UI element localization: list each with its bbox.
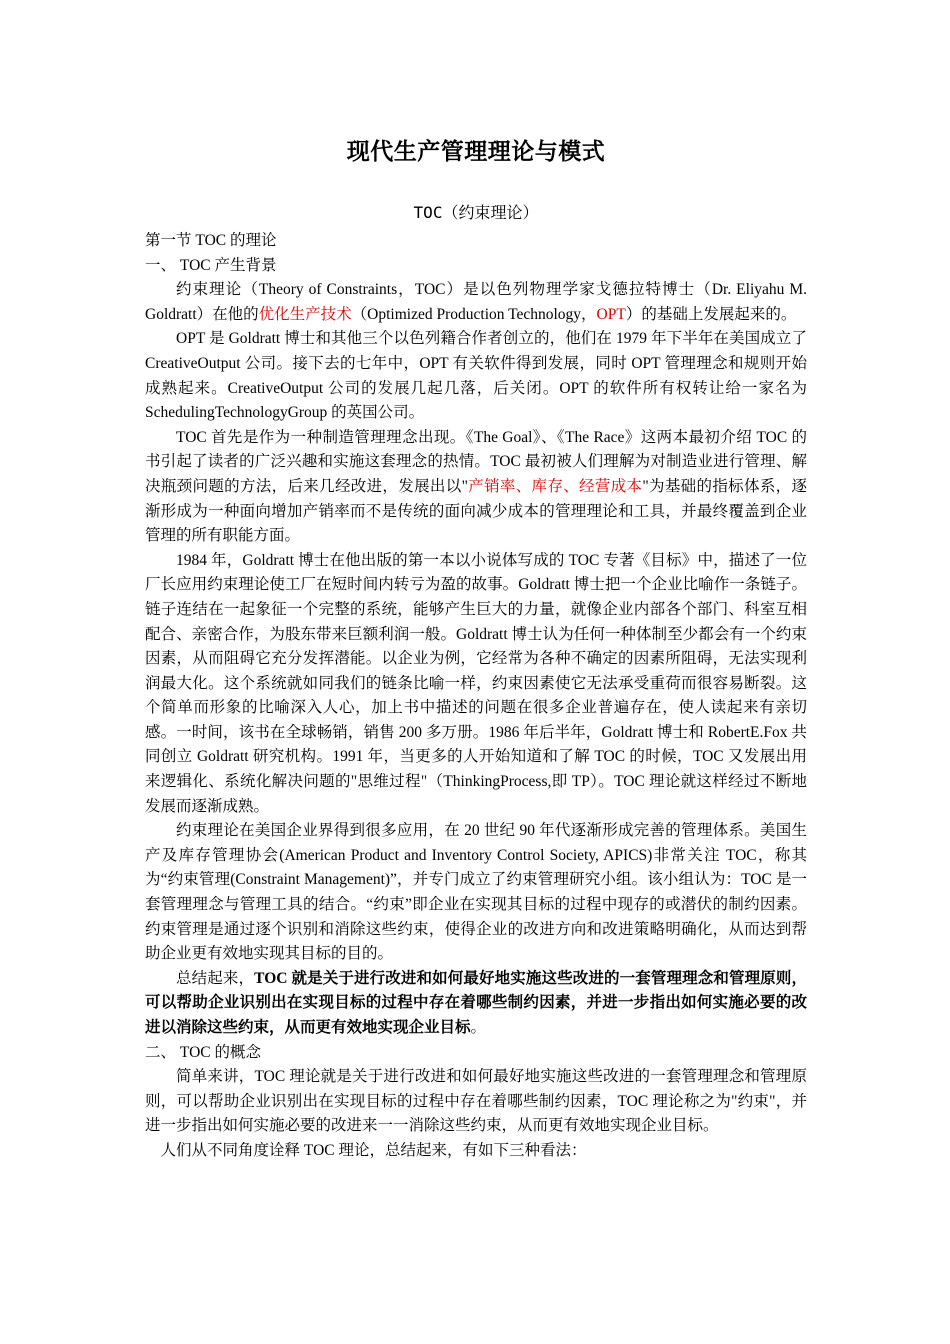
paragraph-4: 1984 年，Goldratt 博士在他出版的第一本以小说体写成的 TOC 专著《目标》中，描述了一位厂长应用约束理论使工厂在短时间内转亏为盈的故事。Goldratt 博士把一个企业比喻作一条链子。链子连结在一起象征一个完整的系统，能够产生巨大的力量，就像企业内部各个部门、科室互相配合、亲密合作，为股东带来巨额利润一般。Goldratt 博士认为任何一种体制至少都会有一个约束因素，从而阻碍它充分发挥潜能。以企业为例，它经常为各种不确定的因素所阻碍，无法实现利润最大化。这个系统就如同我们的链条比喻一样，约束因素使它无法承受重荷而很容易断裂。这个简单而形象的比喻深入人心，加上书中描述的问题在很多企业普遍存在，使人读起来有亲切感。一时间，该书在全球畅销，销售 200 多万册。1986 年后半年，Goldratt 博士和 RobertE.Fox 共同创立 Goldratt 研究机构。1991 年，当更多的人开始知道和了解 TOC 的时候，TOC 又发展出用来逻辑化、系统化解决问题的"思维过程"（ThinkingProcess,即 TP）。TOC 理论就这样经过不断地发展而逐渐成熟。 (145, 551, 807, 815)
document-subtitle: TOC（约束理论） (413, 203, 539, 222)
paragraph-3: TOC 首先是作为一种制造管理理念出现。《The Goal》、《The Race》这两本最初介绍 TOC 的书引起了读者的广泛兴趣和实施这套理念的热情。TOC 最初被人们理解为对制造业进行管理、解决瓶颈问题的方法，后来几经改进，发展出以"产销率、库存、经营成本"为基础的指标体系，逐渐形成为一种面向增加产销率而不是传统的面向减少成本的管理理论和工具，并最终覆盖到企业管理的所有职能方面。 (145, 428, 807, 545)
highlight-opt-abbr: OPT (596, 305, 626, 323)
paragraph-7: 简单来讲，TOC 理论就是关于进行改进和如何最好地实施这些改进的一套管理理念和管理原则，可以帮助企业识别出在实现目标的过程中存在着哪些制约因素，TOC 理论称之为"约束"，并进一步指出如何实施必要的改进来一一消除这些约束，从而更有效地实现企业目标。 (145, 1068, 807, 1135)
paragraph-1: 约束理论（Theory of Constraints，TOC）是以色列物理学家戈德拉特博士（Dr. Eliyahu M. Goldratt）在他的优化生产技术（Optimized Production Technology，OPT）的基础上发展起来的。 (145, 281, 807, 323)
highlight-metrics: 产销率、库存、经营成本 (467, 477, 643, 495)
section-heading: 第一节 TOC 的理论 (145, 232, 277, 249)
document-title: 现代生产管理理论与模式 (346, 139, 606, 165)
paragraph-5: 约束理论在美国企业界得到很多应用，在 20 世纪 90 年代逐渐形成完善的管理体系。美国生产及库存管理协会(American Product and Inventory Control Society, APICS)非常关注 TOC，称其为“约束管理(Constraint Management)”，并专门成立了约束管理研究小组。该小组认为：TOC 是一套管理理念与管理工具的结合。“约束”即企业在实现其目标的过程中现存的或潜伏的制约因素。约束管理是通过逐个识别和消除这些约束，使得企业的改进方向和改进策略明确化，从而达到帮助企业更有效地实现其目标的目的。 (145, 822, 807, 963)
heading-background: 一、 TOC 产生背景 (145, 256, 277, 274)
paragraph-6-summary: 总结起来，TOC 就是关于进行改进和如何最好地实施这些改进的一套管理理念和管理原则，可以帮助企业识别出在实现目标的过程中存在着哪些制约因素，并进一步指出如何实施必要的改进以消除这些约束，从而更有效地实现企业目标。 (145, 969, 807, 1036)
paragraph-8: 人们从不同角度诠释 TOC 理论，总结起来，有如下三种看法： (160, 1141, 587, 1159)
bold-summary: TOC 就是关于进行改进和如何最好地实施这些改进的一套管理理念和管理原则，可以帮助企业识别出在实现目标的过程中存在着哪些制约因素，并进一步指出如何实施必要的改进以消除这些约束，从而更有效地实现企业目标 (145, 969, 807, 1036)
heading-concept: 二、 TOC 的概念 (145, 1043, 261, 1061)
paragraph-2: OPT 是 Goldratt 博士和其他三个以色列籍合作者创立的，他们在 1979 年下半年在美国成立了 CreativeOutput 公司。接下去的七年中，OPT 有关软件得到发展，同时 OPT 管理理念和规则开始成熟起来。CreativeOutput 公司的发展几起几落，后关闭。OPT 的软件所有权转让给一家名为 SchedulingTechnologyGroup 的英国公司。 (145, 330, 807, 422)
highlight-opt-term: 优化生产技术 (258, 305, 352, 323)
document-body (145, 133, 807, 1164)
